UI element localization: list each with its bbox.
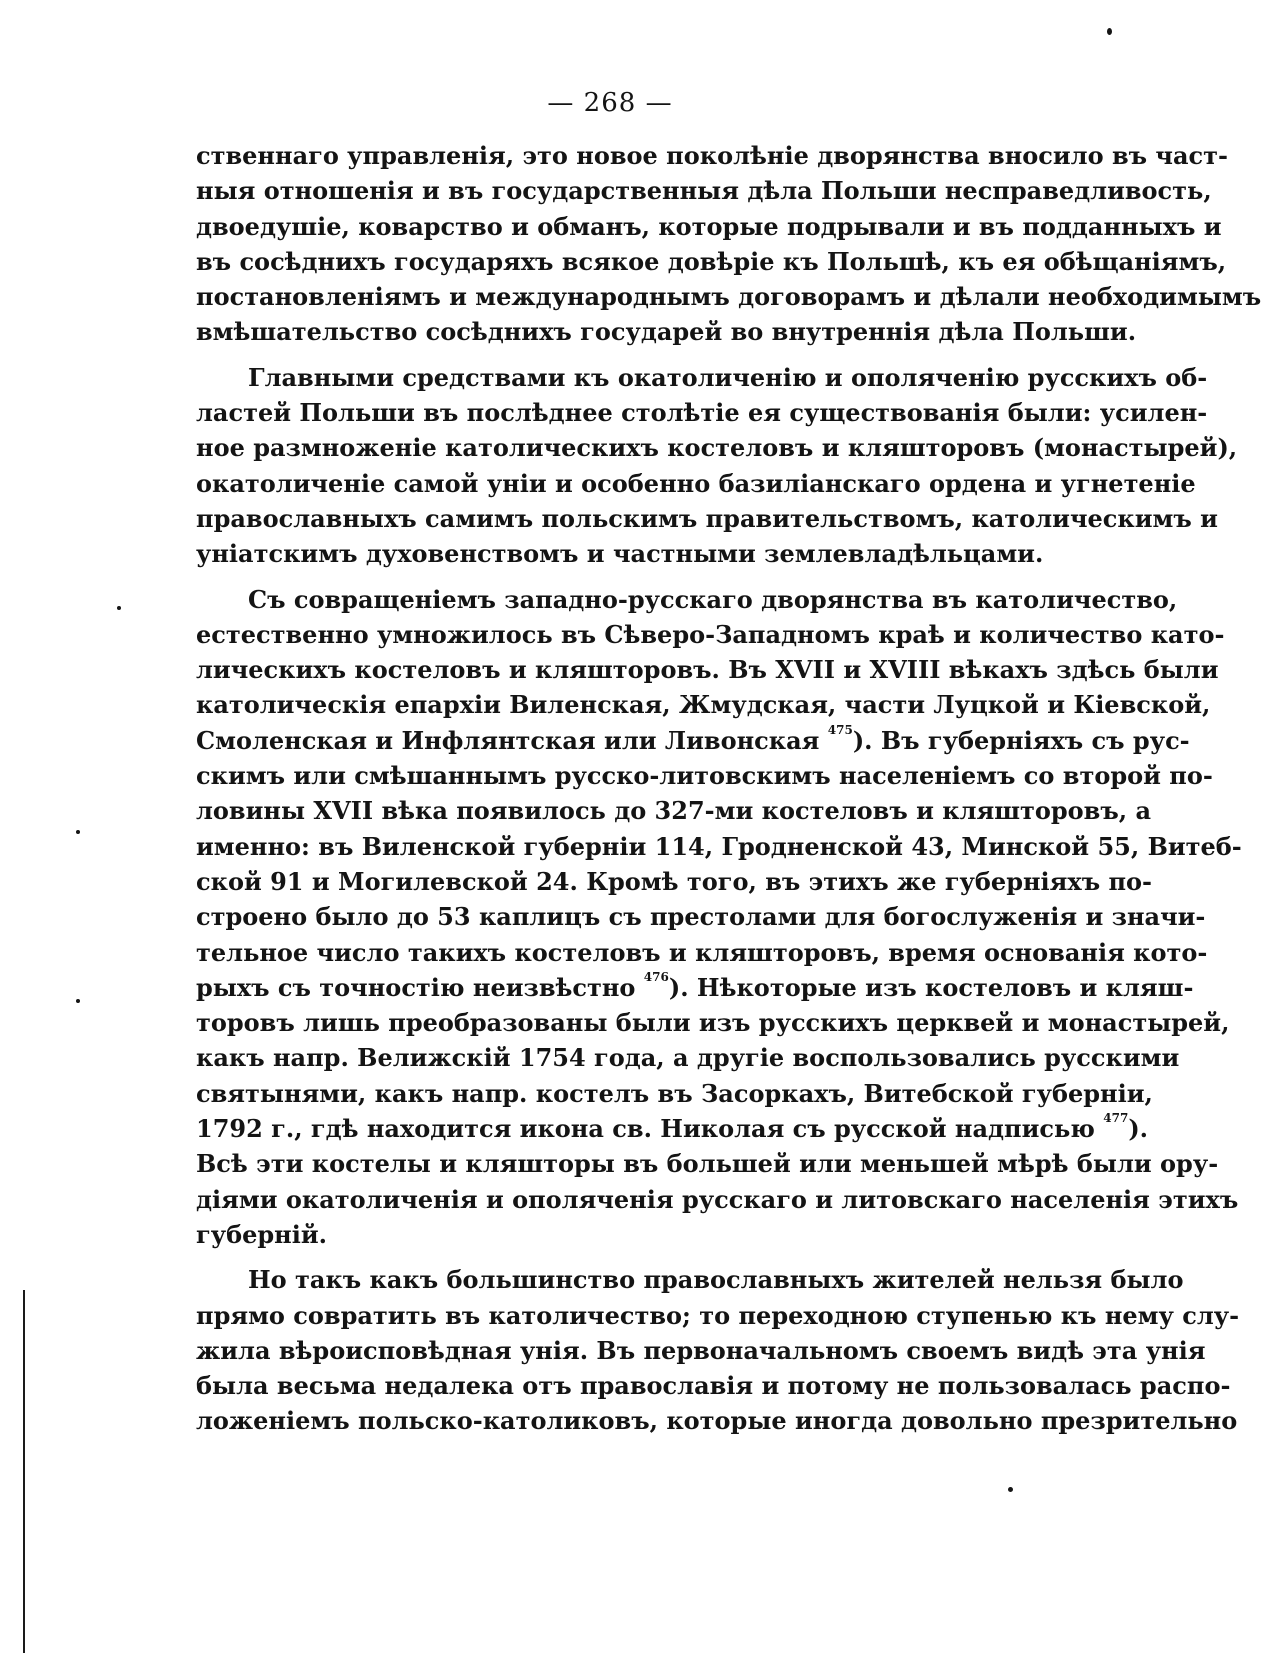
text-line: Главными средствами къ окатоличенію и ополяченію русскихъ об- (248, 362, 1208, 392)
footnote-marker-475: 475 (827, 722, 853, 737)
text-line-with-footnote (196, 969, 1194, 1005)
footnote-marker-476: 476 (643, 969, 669, 984)
footnote-marker-477: 477 (1103, 1111, 1129, 1126)
text-line: ластей Польши въ послѣднее столѣтіе ея существованія были: усилен- (196, 398, 1208, 428)
text-line: ской 91 и Могилевской 24. Кромѣ того, въ этихъ же губерніяхъ по- (196, 866, 1153, 896)
paragraph-4 (196, 1262, 1240, 1438)
text-line: естественно умножилось въ Сѣверо-Западномъ краѣ и количество като- (196, 619, 1225, 649)
text-line: прямо совратить въ католичество; то переходною ступенью къ нему слу- (196, 1300, 1240, 1330)
text-line: была весьма недалека отъ православія и потому не пользовалась распо- (196, 1371, 1231, 1401)
text-line: въ сосѣднихъ государяхъ всякое довѣріе къ Польшѣ, къ ея обѣщаніямъ, (196, 246, 1227, 276)
text-line: ственнаго управленія, это новое поколѣніе дворянства вносило въ част- (196, 141, 1228, 170)
text-line-with-footnote (196, 1111, 1149, 1146)
text-line: скимъ или смѣшаннымъ русско-литовскимъ населеніемъ со второй по- (196, 761, 1213, 791)
text-line: ныя отношенія и въ государственныя дѣла Польши несправедливость, (196, 176, 1212, 206)
text-line: какъ напр. Велижскій 1754 года, а другіе воспользовались русскими (196, 1043, 1180, 1073)
text-line: окатоличеніе самой уніи и особенно базиліанскаго ордена и угнетеніе (196, 468, 1196, 498)
text-segment: Смоленская и Инфлянтская или Ливонская (196, 725, 828, 755)
text-segment: рыхъ съ точностію неизвѣстно (196, 972, 644, 1002)
paragraph-1 (196, 138, 1261, 350)
text-line: Но такъ какъ большинство православныхъ жителей нельзя было (248, 1265, 1184, 1295)
text-line: жила вѣроисповѣдная унія. Въ первоначальномъ своемъ видѣ эта унія (196, 1335, 1206, 1365)
text-line: діями окатоличенія и ополяченія русскаго и литовскаго населенія этихъ (196, 1184, 1239, 1214)
text-line: двоедушіе, коварство и обманъ, которые подрывали и въ подданныхъ и (196, 211, 1222, 241)
scan-edge-line (23, 1290, 25, 1653)
text-line: именно: въ Виленской губерніи 114, Гродненской 43, Минской 55, Витеб- (196, 831, 1242, 861)
text-line: лическихъ костеловъ и кляшторовъ. Въ XVII и XVIII вѣкахъ здѣсь были (196, 655, 1219, 685)
text-segment: ). Нѣкоторые изъ костеловъ и кляш- (668, 972, 1194, 1002)
text-line: тельное число такихъ костеловъ и кляшторовъ, время основанія кото- (196, 937, 1208, 967)
text-line-with-footnote (196, 722, 1190, 758)
text-line: постановленіямъ и международнымъ договорамъ и дѣлали необходимымъ (196, 282, 1261, 312)
text-line: торовъ лишь преобразованы были изъ русскихъ церквей и монастырей, (196, 1008, 1230, 1038)
page-number: — 268 — (547, 88, 673, 118)
ink-speck (1107, 28, 1112, 35)
ink-speck (76, 999, 80, 1003)
text-line: уніатскимъ духовенствомъ и частными землевладѣльцами. (196, 539, 1044, 569)
ink-speck (76, 830, 80, 834)
text-line: православныхъ самимъ польскимъ правительствомъ, католическимъ и (196, 503, 1218, 533)
ink-speck (1008, 1487, 1013, 1492)
paragraph-2 (196, 360, 1238, 572)
text-line: ложеніемъ польско-католиковъ, которые иногда довольно презрительно (196, 1406, 1238, 1436)
text-line: Всѣ эти костелы и кляшторы въ большей или меньшей мѣрѣ были ору- (196, 1149, 1219, 1179)
text-segment: ). (1128, 1114, 1149, 1144)
ink-speck (117, 606, 121, 610)
text-line: святынями, какъ напр. костелъ въ Засоркахъ, Витебской губерніи, (196, 1078, 1153, 1108)
text-line: строено было до 53 каплицъ съ престолами для богослуженія и значи- (196, 902, 1206, 932)
text-line: вмѣшательство сосѣднихъ государей во внутреннія дѣла Польши. (196, 317, 1137, 347)
text-line: ловины XVII вѣка появилось до 327-ми костеловъ и кляшторовъ, а (196, 796, 1152, 826)
text-line: католическія епархіи Виленская, Жмудская, части Луцкой и Кіевской, (196, 690, 1211, 720)
text-segment: 1792 г., гдѣ находится икона св. Николая съ русской надписью (196, 1114, 1104, 1144)
paragraph-3 (196, 582, 1242, 1253)
text-line: губерній. (196, 1219, 327, 1249)
text-line: ное размноженіе католическихъ костеловъ и кляшторовъ (монастырей), (196, 433, 1238, 463)
text-body (196, 138, 1261, 1439)
text-line: Съ совращеніемъ западно-русскаго дворянства въ католичество, (248, 584, 1178, 614)
text-segment: ). Въ губерніяхъ съ рус- (852, 725, 1190, 755)
